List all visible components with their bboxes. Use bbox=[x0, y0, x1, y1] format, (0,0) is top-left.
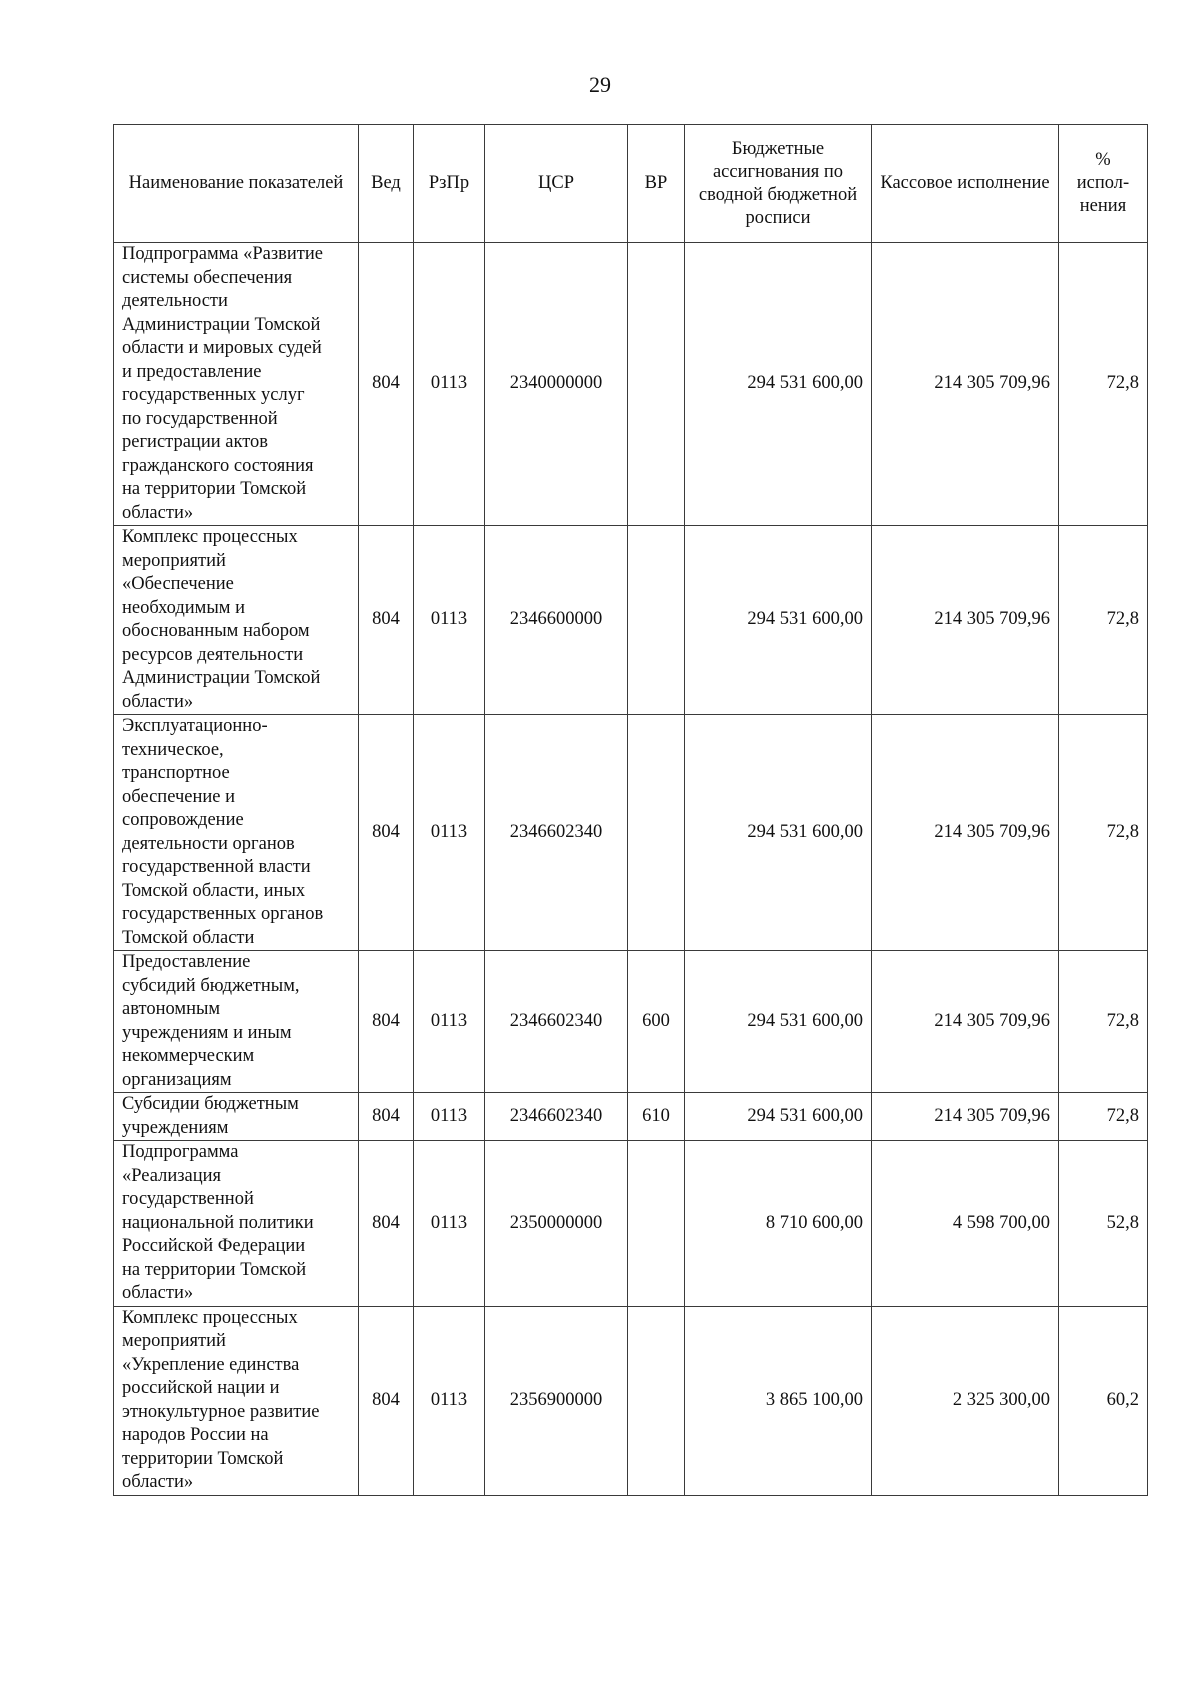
header-executed: Кассовое исполнение bbox=[872, 125, 1059, 243]
row-vr: 610 bbox=[628, 1093, 685, 1141]
row-rzpr: 0113 bbox=[414, 1306, 485, 1495]
budget-table bbox=[113, 124, 1148, 1496]
header-csr: ЦСР bbox=[485, 125, 628, 243]
header-rzpr: РзПр bbox=[414, 125, 485, 243]
row-csr: 2346602340 bbox=[485, 1093, 628, 1141]
row-executed: 214 305 709,96 bbox=[872, 715, 1059, 951]
row-percent: 60,2 bbox=[1059, 1306, 1148, 1495]
row-csr: 2340000000 bbox=[485, 243, 628, 526]
row-vr bbox=[628, 243, 685, 526]
page-number: 29 bbox=[589, 72, 611, 97]
row-ved: 804 bbox=[359, 1306, 414, 1495]
row-ved: 804 bbox=[359, 1093, 414, 1141]
row-rzpr: 0113 bbox=[414, 526, 485, 715]
table-row bbox=[114, 243, 1148, 526]
row-name: Подпрограмма «Развитие системы обеспечения деятельности Администрации Томской области и мировых судей и предоставление государственных услуг по государственной регистрации актов гражданского состояния на территории Томской области» bbox=[114, 243, 359, 526]
row-executed: 214 305 709,96 bbox=[872, 243, 1059, 526]
header-ved: Вед bbox=[359, 125, 414, 243]
header-assigned: Бюджетные ассигнования по сводной бюджетной росписи bbox=[685, 125, 872, 243]
row-name: Комплекс процессных мероприятий «Укрепление единства российской нации и этнокультурное развитие народов России на территории Томской области» bbox=[114, 1306, 359, 1495]
table-row bbox=[114, 1141, 1148, 1307]
table-row bbox=[114, 526, 1148, 715]
row-rzpr: 0113 bbox=[414, 715, 485, 951]
row-assigned: 3 865 100,00 bbox=[685, 1306, 872, 1495]
row-percent: 72,8 bbox=[1059, 951, 1148, 1093]
row-percent: 52,8 bbox=[1059, 1141, 1148, 1307]
header-percent: % испол-нения bbox=[1059, 125, 1148, 243]
row-assigned: 294 531 600,00 bbox=[685, 715, 872, 951]
row-rzpr: 0113 bbox=[414, 951, 485, 1093]
row-assigned: 8 710 600,00 bbox=[685, 1141, 872, 1307]
row-vr bbox=[628, 1306, 685, 1495]
row-percent: 72,8 bbox=[1059, 526, 1148, 715]
row-vr bbox=[628, 1141, 685, 1307]
table-row bbox=[114, 1093, 1148, 1141]
row-assigned: 294 531 600,00 bbox=[685, 243, 872, 526]
row-executed: 214 305 709,96 bbox=[872, 1093, 1059, 1141]
row-rzpr: 0113 bbox=[414, 243, 485, 526]
row-name: Предоставление субсидий бюджетным, автономным учреждениям и иным некоммерческим организациям bbox=[114, 951, 359, 1093]
table-header-row bbox=[114, 125, 1148, 243]
row-percent: 72,8 bbox=[1059, 243, 1148, 526]
table-row bbox=[114, 1306, 1148, 1495]
row-percent: 72,8 bbox=[1059, 1093, 1148, 1141]
row-name: Эксплуатационно- техническое, транспортное обеспечение и сопровождение деятельности органов государственной власти Томской области, иных государственных органов Томской области bbox=[114, 715, 359, 951]
row-ved: 804 bbox=[359, 526, 414, 715]
row-rzpr: 0113 bbox=[414, 1093, 485, 1141]
row-csr: 2346600000 bbox=[485, 526, 628, 715]
row-executed: 2 325 300,00 bbox=[872, 1306, 1059, 1495]
row-ved: 804 bbox=[359, 715, 414, 951]
row-vr bbox=[628, 526, 685, 715]
header-vr: ВР bbox=[628, 125, 685, 243]
row-name: Субсидии бюджетным учреждениям bbox=[114, 1093, 359, 1141]
row-ved: 804 bbox=[359, 1141, 414, 1307]
row-assigned: 294 531 600,00 bbox=[685, 1093, 872, 1141]
row-name: Комплекс процессных мероприятий «Обеспечение необходимым и обоснованным набором ресурсов деятельности Администрации Томской области» bbox=[114, 526, 359, 715]
row-ved: 804 bbox=[359, 243, 414, 526]
row-csr: 2346602340 bbox=[485, 951, 628, 1093]
row-csr: 2350000000 bbox=[485, 1141, 628, 1307]
row-ved: 804 bbox=[359, 951, 414, 1093]
row-executed: 214 305 709,96 bbox=[872, 951, 1059, 1093]
row-vr: 600 bbox=[628, 951, 685, 1093]
row-executed: 4 598 700,00 bbox=[872, 1141, 1059, 1307]
row-percent: 72,8 bbox=[1059, 715, 1148, 951]
row-executed: 214 305 709,96 bbox=[872, 526, 1059, 715]
row-name: Подпрограмма «Реализация государственной национальной политики Российской Федерации на территории Томской области» bbox=[114, 1141, 359, 1307]
row-csr: 2346602340 bbox=[485, 715, 628, 951]
row-rzpr: 0113 bbox=[414, 1141, 485, 1307]
row-csr: 2356900000 bbox=[485, 1306, 628, 1495]
row-vr bbox=[628, 715, 685, 951]
row-assigned: 294 531 600,00 bbox=[685, 526, 872, 715]
row-assigned: 294 531 600,00 bbox=[685, 951, 872, 1093]
table-row bbox=[114, 715, 1148, 951]
table-row bbox=[114, 951, 1148, 1093]
header-name: Наименование показателей bbox=[114, 125, 359, 243]
